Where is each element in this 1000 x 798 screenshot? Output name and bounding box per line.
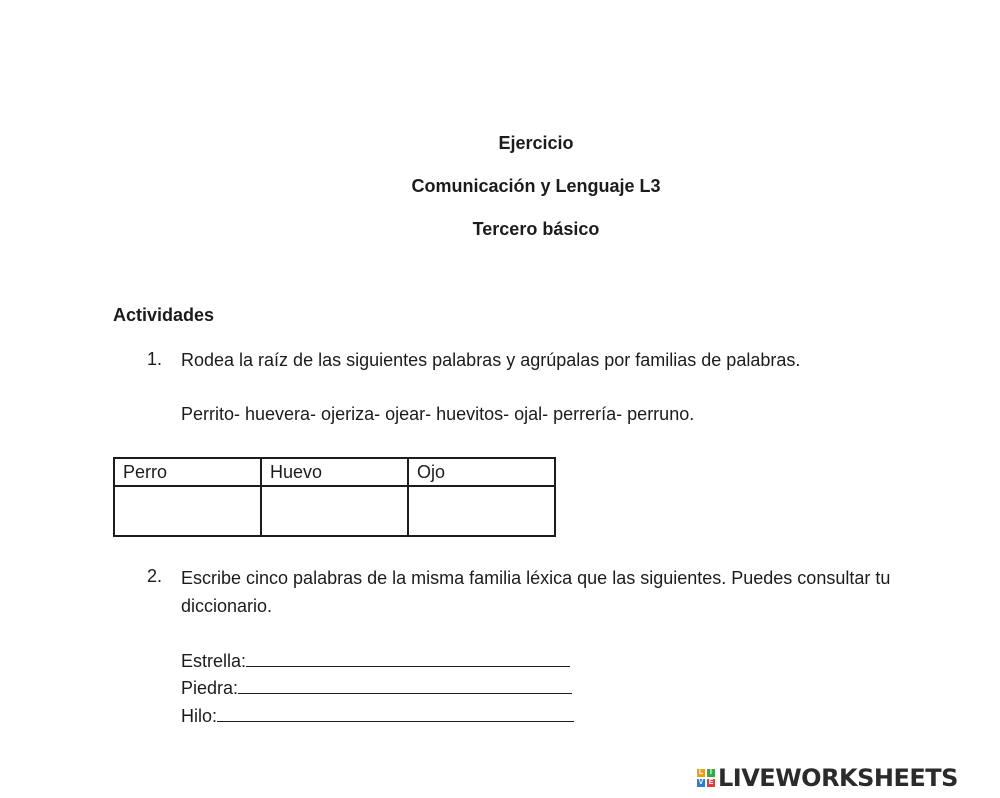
subject-title: Comunicación y Lenguaje L3 bbox=[411, 176, 661, 196]
answer-cell-huevo[interactable] bbox=[261, 486, 408, 536]
question-2-text: Escribe cinco palabras de la misma familia léxica que las siguientes. Puedes consultar tu diccionario. bbox=[181, 568, 891, 616]
question-1-number: 1. bbox=[147, 349, 163, 369]
logo-mark-letter: L bbox=[698, 769, 704, 776]
answer-cell-perro[interactable] bbox=[114, 486, 261, 536]
worksheet-title: Ejercicio bbox=[498, 133, 574, 153]
answer-line-piedra[interactable] bbox=[238, 677, 572, 694]
table-header-row bbox=[114, 458, 555, 486]
answer-cell-ojo[interactable] bbox=[408, 486, 555, 536]
answer-row-estrella bbox=[181, 650, 570, 672]
logo-mark-icon bbox=[697, 769, 715, 787]
question-1-text: Rodea la raíz de las siguientes palabras y agrúpalas por familias de palabras. bbox=[181, 350, 801, 370]
table-header-perro: Perro bbox=[114, 458, 261, 486]
answer-line-estrella[interactable] bbox=[246, 650, 570, 667]
answer-row-hilo bbox=[181, 705, 574, 727]
answer-label-piedra: Piedra: bbox=[181, 678, 239, 698]
answer-row-piedra bbox=[181, 677, 572, 699]
table-header-huevo: Huevo bbox=[261, 458, 408, 486]
section-title: Actividades bbox=[113, 305, 215, 325]
answer-line-hilo[interactable] bbox=[217, 705, 574, 722]
logo-mark-letter: I bbox=[707, 769, 715, 777]
word-list: Perrito- huevera- ojeriza- ojear- huevitos- ojal- perrería- perruno. bbox=[181, 404, 695, 424]
logo-text: LIVEWORKSHEETS bbox=[718, 764, 958, 792]
grade-title: Tercero básico bbox=[472, 219, 600, 239]
word-families-table bbox=[113, 457, 556, 537]
table-answer-row bbox=[114, 486, 555, 536]
liveworksheets-logo[interactable] bbox=[697, 761, 958, 795]
answer-label-estrella: Estrella: bbox=[181, 651, 247, 671]
logo-mark-letter: V bbox=[698, 779, 704, 786]
logo-mark-letter: E bbox=[708, 779, 714, 786]
question-2-number: 2. bbox=[147, 566, 163, 586]
answer-label-hilo: Hilo: bbox=[181, 706, 218, 726]
table-header-ojo: Ojo bbox=[408, 458, 555, 486]
